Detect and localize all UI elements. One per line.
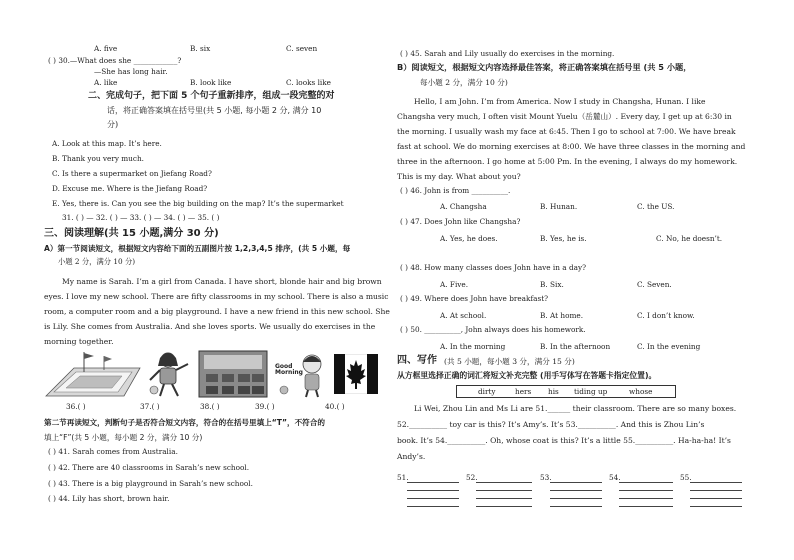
- partA-title: A）第一节阅读短文，根据短文内容给下面的五副图片按 1,2,3,4,5 排序，(共 5 小题，每: [44, 244, 351, 253]
- q50-option-a: A. In the morning: [440, 342, 506, 351]
- partA-title-line2: 小题 2 分，满分 10 分): [58, 257, 136, 266]
- section4-title: 四、写作: [397, 355, 437, 366]
- passage-a-line5: morning together.: [44, 337, 114, 346]
- section4-instruction: 从方框里选择正确的词汇将短文补充完整 (用手写体写在答题卡指定位置)。: [397, 371, 657, 380]
- partB-left-title-line2: 填上“F”(共 5 小题，每小题 2 分，满分 10 分): [44, 433, 203, 442]
- partB-left-title: 第二节再读短文，判断句子是否符合短文内容，符合的在括号里填上“T”，不符合的: [44, 418, 325, 427]
- q50-option-b: B. In the afternoon: [540, 342, 611, 351]
- picture-label-36[interactable]: 36.( ): [66, 402, 86, 411]
- q30-option-c: C. looks like: [286, 78, 331, 87]
- section2-title-line3: 分): [107, 120, 119, 129]
- q48-option-a: A. Five.: [440, 280, 469, 289]
- sentence-b: B. Thank you very much.: [52, 154, 144, 163]
- q47-option-b: B. Yes, he is.: [540, 234, 587, 243]
- word-hers: hers: [515, 387, 532, 396]
- judge-44[interactable]: ( ) 44. Lily has short, brown hair.: [48, 494, 170, 503]
- q46[interactable]: ( ) 46. John is from __________.: [400, 186, 511, 195]
- passage-a-line2: eyes. I love my new school. There are fifty classrooms in my school. There is also a music: [44, 292, 389, 301]
- passage-b-line4: fast at school. We do morning exercises at 8:00. We have three classes in the morning and: [397, 142, 746, 151]
- sentence-d: D. Excuse me. Where is the Jiefang Road?: [52, 184, 208, 193]
- q49-option-c: C. I don’t know.: [637, 311, 695, 320]
- answer-label-52: 52.: [466, 473, 478, 482]
- judge-41[interactable]: ( ) 41. Sarah comes from Australia.: [48, 447, 178, 456]
- q50-option-c: C. In the evening: [637, 342, 701, 351]
- q49-option-a: A. At school.: [440, 311, 487, 320]
- section2-title-line2: 话，将正确答案填在括号里(共 5 小题, 每小题 2 分, 满分 10: [107, 106, 322, 115]
- q29-option-b: B. six: [190, 44, 211, 53]
- good-morning-label: Good Morning: [275, 363, 303, 377]
- section2-title: 二、完成句子，把下面 5 个句子重新排序，组成一段完整的对: [88, 91, 335, 101]
- passage-a-line4: is Lily. She comes from Australia. And she loves sports. We usually do exercises in the: [44, 322, 376, 331]
- passage-b-line3: the morning. I usually wash my face at 6:45. Then I go to school at 7:00. We have break: [397, 127, 736, 136]
- q30-sub: —She has long hair.: [94, 67, 168, 76]
- answer-label-51: 51.: [397, 473, 409, 482]
- q46-option-b: B. Hunan.: [540, 202, 578, 211]
- picture-playground: [44, 350, 142, 398]
- word-tiding-up: tiding up: [574, 387, 608, 396]
- partB-right-title-line2: 每小题 2 分，满分 10 分): [420, 78, 508, 87]
- picture-label-38[interactable]: 38.( ): [200, 402, 220, 411]
- picture-canada-flag: [334, 354, 378, 394]
- q29-option-a: A. five: [94, 44, 118, 53]
- passage-a-line1: My name is Sarah. I’m a girl from Canada. I have short, blonde hair and big brown: [62, 277, 382, 286]
- picture-label-39[interactable]: 39.( ): [255, 402, 275, 411]
- order-answer-line[interactable]: 31. ( ) — 32. ( ) — 33. ( ) — 34. ( ) — 35. ( ): [62, 213, 220, 222]
- sentence-e: E. Yes, there is. Can you see the big building on the map? It’s the supermarket: [52, 199, 344, 208]
- passage-a-line3: room, a computer room and a big playground. I have a new friend in this new school. She: [44, 307, 390, 316]
- section4-score: (共 5 小题，每小题 3 分，满分 15 分): [444, 357, 575, 366]
- picture-classroom: [198, 350, 268, 398]
- cloze-line2: 52.__________ toy car is this? It’s Amy’s. It’s 53.__________. And this is Zhou Lin’s: [397, 420, 705, 429]
- q47-option-c: C. No, he doesn’t.: [656, 234, 723, 243]
- cloze-line3: book. It’s 54.__________. Oh, whose coat is this? It’s a little 55.__________. Ha-ha-ha! It’s: [397, 436, 731, 445]
- q30-option-b: B. look like: [190, 78, 232, 87]
- answer-label-54: 54.: [609, 473, 621, 482]
- q48-option-b: B. Six.: [540, 280, 564, 289]
- picture-label-37[interactable]: 37.( ): [140, 402, 160, 411]
- picture-label-40[interactable]: 40.( ): [325, 402, 345, 411]
- q29-option-c: C. seven: [286, 44, 318, 53]
- answer-label-55: 55.: [680, 473, 692, 482]
- sentence-a: A. Look at this map. It’s here.: [52, 139, 162, 148]
- cloze-line4: Andy’s.: [397, 452, 426, 461]
- q49[interactable]: ( ) 49. Where does John have breakfast?: [400, 294, 549, 303]
- passage-b-line1: Hello, I am John. I’m from America. Now I study in Changsha, Hunan. I like: [414, 97, 706, 106]
- q46-option-c: C. the US.: [637, 202, 675, 211]
- passage-b-line5: three in the afternoon. I go home at 5:00 Pm. In the evening, I always do my homework.: [397, 157, 738, 166]
- section3-title: 三、阅读理解(共 15 小题,满分 30 分): [44, 228, 219, 239]
- q47-option-a: A. Yes, he does.: [440, 234, 498, 243]
- answer-label-53: 53.: [540, 473, 552, 482]
- q30-question: ( ) 30.—What does she ____________?: [48, 56, 182, 65]
- sentence-c: C. Is there a supermarket on Jiefang Road?: [52, 169, 212, 178]
- q48-option-c: C. Seven.: [637, 280, 672, 289]
- cloze-line1: Li Wei, Zhou Lin and Ms Li are 51.______ their classroom. There are so many boxes.: [414, 404, 737, 413]
- q50[interactable]: ( ) 50. __________, John always does his homework.: [400, 325, 586, 334]
- q47[interactable]: ( ) 47. Does John like Changsha?: [400, 217, 521, 226]
- word-dirty: dirty: [478, 387, 496, 396]
- partB-right-title: B）阅读短文，根据短文内容选择最佳答案，将正确答案填在括号里 (共 5 小题，: [397, 62, 692, 72]
- q45[interactable]: ( ) 45. Sarah and Lily usually do exercises in the morning.: [400, 49, 615, 58]
- q48[interactable]: ( ) 48. How many classes does John have in a day?: [400, 263, 587, 272]
- judge-42[interactable]: ( ) 42. There are 40 classrooms in Sarah’s new school.: [48, 463, 250, 472]
- passage-b-line6: This is my day. What about you?: [397, 172, 521, 181]
- picture-girl: [146, 350, 192, 398]
- q30-option-a: A. like: [94, 78, 118, 87]
- passage-b-line2: Changsha very much, I often visit Mount Yuelu（岳麓山）. Every day, I get up at 6:30 in: [397, 112, 732, 121]
- q46-option-a: A. Changsha: [440, 202, 487, 211]
- word-whose: whose: [629, 387, 653, 396]
- judge-43[interactable]: ( ) 43. There is a big playground in Sarah’s new school.: [48, 479, 253, 488]
- word-his: his: [548, 387, 559, 396]
- q49-option-b: B. At home.: [540, 311, 584, 320]
